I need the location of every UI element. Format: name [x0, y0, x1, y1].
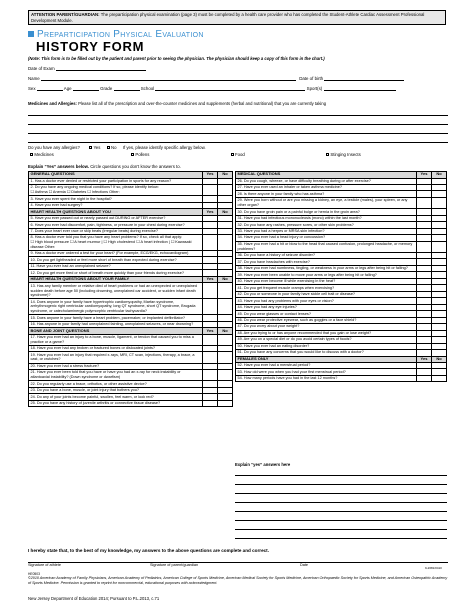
question-row [29, 299, 233, 315]
question-text: 24. Do any of your joints become painful, swollen, feel warm, or look red? [29, 394, 203, 400]
signature-rule[interactable] [28, 562, 448, 563]
question-text: 40. Have you ever become ill while exercising in the heat? [236, 278, 417, 284]
medicines-line-4[interactable] [28, 142, 448, 143]
yes-answer-cell[interactable] [203, 235, 218, 251]
question-row [236, 241, 447, 252]
question-text: 35. Have you ever had a hit or blow to the head that caused confusion, prolonged headache, or memory problems? [236, 241, 417, 252]
question-text: 1. Has a doctor ever denied or restricted your participation in sports for any reason? [29, 178, 203, 184]
statement: I hereby state that, to the best of my knowledge, my answers to the above questions are complete and correct. [28, 548, 269, 553]
right-questions-table [235, 171, 447, 382]
question-text: 45. Do you wear glasses or contact lenses? [236, 311, 417, 317]
question-text: 49. Are you on a special diet or do you avoid certain types of foods? [236, 337, 417, 343]
question-text: 14. Does anyone in your family have hypertrophic cardiomyopathy, Marfan syndrome, arrhythmogenic right ventricular cardiomyopathy, long QT syndrome, short QT syndrome, Brugada syndrome, or catecholaminergic polymorphic ventricular tachycardia? [29, 299, 203, 315]
question-text: 19. Have you ever had an injury that required x-rays, MRI, CT scan, injections, therapy, a brace, a cast, or crutches? [29, 352, 203, 363]
grade-field[interactable] [114, 86, 140, 91]
question-text: 7. Does your heart ever race or skip beats (irregular beats) during exercise? [29, 228, 203, 234]
school-field[interactable] [155, 86, 305, 91]
question-text: 20. Have you ever had a stress fracture? [29, 363, 203, 369]
medicines-line-2[interactable] [28, 124, 448, 125]
question-text: 28. Is there anyone in your family who has asthma? [236, 191, 417, 197]
medicines-line-3[interactable] [28, 133, 448, 134]
question-text: 41. Do you get frequent muscle cramps when exercising? [236, 285, 417, 291]
question-text: 18. Have you ever had any broken or fractured bones or dislocated joints? [29, 345, 203, 351]
question-text: 2. Do you have any ongoing medical conditions? If so, please identify below: ☐ Asthma ☐ Anemia ☐ Diabetes ☐ Infections Other: [29, 184, 203, 195]
form-id: 9-2681/0410 [425, 566, 442, 570]
question-text: 50. Have you ever had an eating disorder? [236, 343, 417, 349]
question-text: 48. Are you trying to or has anyone recommended that you gain or lose weight? [236, 330, 417, 336]
section-header-label: BONE AND JOINT QUESTIONS [29, 328, 203, 335]
medicines-line-1[interactable] [28, 115, 448, 116]
question-text: 39. Have you ever been unable to move your arms or legs after being hit or falling? [236, 272, 417, 278]
question-row [29, 334, 233, 345]
yes-column-header: Yes [417, 172, 432, 179]
no-answer-cell[interactable] [218, 299, 233, 315]
explain-line-1[interactable] [235, 475, 447, 476]
question-text: 4. Have you ever had surgery? [29, 202, 203, 208]
question-text: 42. Do you or someone in your family have sickle cell trait or disease? [236, 291, 417, 297]
question-text: 54. How many periods have you had in the last 12 months? [236, 375, 417, 381]
yes-answer-cell[interactable] [203, 352, 218, 363]
yes-answer-cell[interactable] [203, 334, 218, 345]
question-row [29, 352, 233, 363]
question-text: 10. Do you get lightheaded or feel more short of breath than expected during exercise? [29, 257, 203, 263]
form-note: (Note: This form is to be filled out by the patient and parent prior to seeing the physician. The physician should keep a copy of this form in the chart.) [28, 56, 325, 61]
question-text: 15. Does anyone in your family have a heart problem, pacemaker, or implanted defibrillator? [29, 315, 203, 321]
date-label: Date [300, 563, 309, 567]
yes-answer-cell[interactable] [203, 370, 218, 381]
yes-answer-cell[interactable] [417, 197, 432, 208]
no-column-header: No [218, 276, 233, 283]
question-text: 38. Have you ever had numbness, tingling, or weakness in your arms or legs after being hit or falling? [236, 265, 417, 271]
yes-answer-cell[interactable] [203, 283, 218, 299]
medicines-checkbox[interactable] [30, 153, 33, 156]
section-header-label: FEMALES ONLY [236, 356, 417, 363]
yes-answer-cell[interactable] [203, 299, 218, 315]
question-text: 52. Have you ever had a menstrual period? [236, 363, 417, 369]
section-header-label: HEART HEALTH QUESTIONS ABOUT YOUR FAMILY [29, 276, 203, 283]
yes-column-header: Yes [417, 356, 432, 363]
demographics-row: Sex Age Grade School Sport(s) [28, 86, 396, 91]
copyright-text: ©2010 American Academy of Family Physicians, American Academy of Pediatrics, American College of Sports Medicine, American Medical Society for Sports Medicine, American Orthopaedic Society for Sports Medicine, and American Osteopathic Academy of Sports Medicine. Permission is granted to reprint for noncommercial, educational purposes with acknowledgment. [28, 576, 448, 585]
question-text: 11. Have you ever had an unexplained seizure? [29, 263, 203, 269]
question-text: 6. Have you ever had discomfort, pain, tightness, or pressure in your chest during exercise? [29, 222, 203, 228]
age-field[interactable] [73, 86, 99, 91]
question-text: 23. Do you have a bone, muscle, or joint injury that bothers you? [29, 387, 203, 393]
question-text: 34. Have you ever had a head injury or concussion? [236, 235, 417, 241]
explain-line-2[interactable] [235, 484, 447, 485]
question-text: 37. Do you have headaches with exercise? [236, 259, 417, 265]
no-column-header: No [432, 172, 447, 179]
explain-line-8[interactable] [235, 538, 447, 539]
square-bullet-icon [28, 31, 34, 37]
question-text: 21. Have you ever been told that you have or have you had an x-ray for neck instability or atlantoaxial instability? (Down syndrome or dwarfism) [29, 370, 203, 381]
question-text: 13. Has any family member or relative died of heart problems or had an unexpected or unexplained sudden death before age 50 (including drowning, unexplained car accident, or sudden infant death syndrome)? [29, 283, 203, 299]
question-row [236, 375, 447, 381]
pre-title: Preparticipation Physical Evaluation [28, 29, 204, 40]
no-answer-cell[interactable] [218, 370, 233, 381]
yes-column-header: Yes [203, 328, 218, 335]
left-questions-table [28, 171, 233, 407]
explain-line-5[interactable] [235, 511, 447, 512]
allergies-yes-checkbox[interactable] [89, 146, 92, 149]
section-header-label: GENERAL QUESTIONS [29, 172, 203, 179]
no-answer-cell[interactable] [432, 241, 447, 252]
no-answer-cell[interactable] [432, 375, 447, 381]
question-row [29, 283, 233, 299]
form-title: HISTORY FORM [36, 39, 145, 54]
question-row [29, 235, 233, 251]
question-text: 43. Have you had any problems with your eyes or vision? [236, 298, 417, 304]
no-answer-cell[interactable] [218, 334, 233, 345]
sports-field[interactable] [324, 86, 396, 91]
no-answer-cell[interactable] [432, 197, 447, 208]
attention-text: The preparticipation physical examination (page 3) must be completed by a health care provider who has completed the Student-Athlete Cardiac Assessment Professional Development Module. [31, 12, 425, 24]
allergies-options-row: Medicines Pollens Food Stinging Insects [28, 152, 361, 157]
yes-column-header: Yes [203, 172, 218, 179]
no-answer-cell[interactable] [218, 400, 233, 406]
question-text: 29. Were you born without or are you missing a kidney, an eye, a testicle (males), your spleen, or any other organ? [236, 197, 417, 208]
form-code: HE0503 [28, 572, 40, 576]
question-text: 16. Has anyone in your family had unexplained fainting, unexplained seizures, or near drowning? [29, 321, 203, 327]
date-of-birth-field[interactable] [324, 76, 404, 81]
yes-answer-cell[interactable] [417, 375, 432, 381]
question-text: 26. Do you cough, wheeze, or have difficulty breathing during or after exercise? [236, 178, 417, 184]
question-text: 33. Have you had a herpes or MRSA skin infection? [236, 228, 417, 234]
name-field[interactable] [41, 76, 296, 81]
parent-signature-label: Signature of parent/guardian [150, 563, 199, 567]
explain-answers-label: Explain “yes” answers here [235, 462, 291, 467]
explain-line-6[interactable] [235, 520, 447, 521]
question-text: 47. Do you worry about your weight? [236, 324, 417, 330]
question-text: 25. Do you have any history of juvenile arthritis or connective tissue disease? [29, 400, 203, 406]
food-checkbox[interactable] [231, 153, 234, 156]
no-column-header: No [218, 209, 233, 216]
name-row: Name Date of birth [28, 76, 404, 81]
condition-options[interactable]: ☐ Asthma ☐ Anemia ☐ Diabetes ☐ Infections Other: [30, 190, 120, 195]
allergies-question-row: Do you have any allergies? Yes No If yes, please identify specific allergy below. [28, 145, 206, 150]
question-text: 8. Has a doctor ever told you that you have any heart problems? If so, check all that apply: ☐ High blood pressure ☐ A heart murmur | ☐ High cholesterol ☐ A heart infection | ☐ Kawasaki disease Other: [29, 235, 203, 251]
question-text: 30. Do you have groin pain or a painful bulge or hernia in the groin area? [236, 209, 417, 215]
question-row [236, 197, 447, 208]
yes-answer-cell[interactable] [417, 241, 432, 252]
sex-field[interactable] [37, 86, 63, 91]
footer-text: New Jersey Department of Education 2014; Pursuant to P.L.2013, c.71 [28, 596, 160, 601]
question-text: 22. Do you regularly use a brace, orthotics, or other assistive device? [29, 381, 203, 387]
question-text: 46. Do you wear protective eyewear, such as goggles or a face shield? [236, 317, 417, 323]
no-column-header: No [218, 172, 233, 179]
question-row [29, 184, 233, 195]
attention-box [28, 10, 446, 25]
section-header-label: MEDICAL QUESTIONS [236, 172, 417, 179]
question-text: 53. How old were you when you had your first menstrual period? [236, 369, 417, 375]
question-text: 9. Has a doctor ever ordered a test for your heart? (For example, ECG/EKG, echocardiogram) [29, 250, 203, 256]
explain-line-7[interactable] [235, 529, 447, 530]
explain-line-3[interactable] [235, 493, 447, 494]
date-of-exam-field[interactable] [56, 66, 146, 71]
allergies-no-checkbox[interactable] [107, 146, 110, 149]
question-text: 27. Have you ever used an inhaler or taken asthma medicine? [236, 184, 417, 190]
stinging-insects-checkbox[interactable] [326, 153, 329, 156]
yes-answer-cell[interactable] [203, 400, 218, 406]
athlete-signature-label: Signature of athlete [28, 563, 61, 567]
no-answer-cell[interactable] [218, 235, 233, 251]
no-answer-cell[interactable] [218, 283, 233, 299]
question-text: 51. Do you have any concerns that you would like to discuss with a doctor? [236, 350, 417, 356]
medicines-label-row: Medicines and Allergies: Please list all of the prescription and over-the-counter medicines and supplements (herbal and nutritional) that you are currently taking [28, 101, 327, 106]
date-of-exam-row: Date of Exam [28, 66, 146, 71]
explain-header: Explain “Yes” answers below. Circle questions you don't know the answers to. [28, 164, 181, 169]
question-text: 3. Have you ever spent the night in the hospital? [29, 196, 203, 202]
yes-answer-cell[interactable] [203, 184, 218, 195]
question-row [29, 400, 233, 406]
attention-lead: ATTENTION PARENT/GUARDIAN: [31, 12, 100, 17]
no-column-header: No [432, 356, 447, 363]
question-text: 17. Have you ever had an injury to a bone, muscle, ligament, or tendon that caused you to miss a practice or a game? [29, 334, 203, 345]
explain-line-4[interactable] [235, 502, 447, 503]
yes-column-header: Yes [203, 209, 218, 216]
no-column-header: No [218, 328, 233, 335]
no-answer-cell[interactable] [218, 352, 233, 363]
question-text: 44. Have you had any eye injuries? [236, 304, 417, 310]
condition-options[interactable]: ☐ High blood pressure ☐ A heart murmur | ☐ High cholesterol ☐ A heart infection | ☐ Kawasaki disease Other: [30, 240, 192, 249]
yes-column-header: Yes [203, 276, 218, 283]
question-text: 12. Do you get more tired or short of breath more quickly than your friends during exercise? [29, 270, 203, 276]
section-header-label: HEART HEALTH QUESTIONS ABOUT YOU [29, 209, 203, 216]
question-text: 5. Have you ever passed out or nearly passed out DURING or AFTER exercise? [29, 215, 203, 221]
question-text: 32. Do you have any rashes, pressure sores, or other skin problems? [236, 222, 417, 228]
question-text: 31. Have you had infectious mononucleosis (mono) within the last month? [236, 215, 417, 221]
pollens-checkbox[interactable] [131, 153, 134, 156]
question-row [29, 370, 233, 381]
no-answer-cell[interactable] [218, 184, 233, 195]
question-text: 36. Do you have a history of seizure disorder? [236, 252, 417, 258]
